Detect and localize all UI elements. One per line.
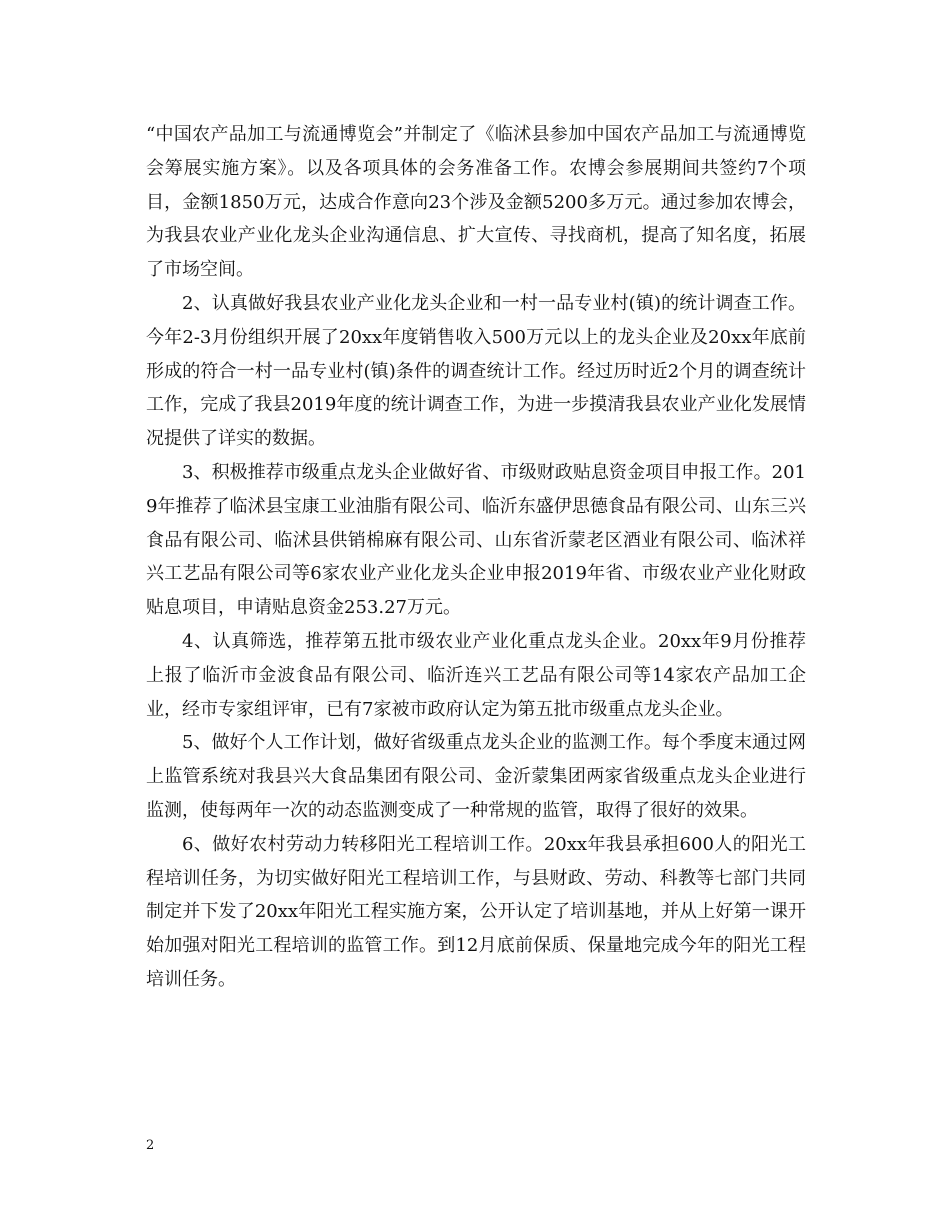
paragraph-item-4: 4、认真筛选，推荐第五批市级农业产业化重点龙头企业。20xx年9月份推荐上报了临沂市金波食品有限公司、临沂连兴工艺品有限公司等14家农产品加工企业，经市专家组评审，已有7家被市政府认定为第五批市级重点龙头企业。 — [146, 630, 806, 720]
paragraph-item-5: 5、做好个人工作计划，做好省级重点龙头企业的监测工作。每个季度末通过网上监管系统对我县兴大食品集团有限公司、金沂蒙集团两家省级重点龙头企业进行监测，使每两年一次的动态监测变成了一种常规的监管，取得了很好的效果。 — [146, 732, 806, 821]
paragraph-item-3: 3、积极推荐市级重点龙头企业做好省、市级财政贴息资金项目申报工作。2019年推荐了临沭县宝康工业油脂有限公司、临沂东盛伊思德食品有限公司、山东三兴食品有限公司、临沭县供销棉麻有限公司、山东省沂蒙老区酒业有限公司、临沭祥兴工艺品有限公司等6家农业产业化龙头企业申报2019年省、市级农业产业化财政贴息项目，申请贴息资金253.27万元。 — [146, 461, 806, 619]
document-body — [146, 118, 806, 997]
paragraph-item-6: 6、做好农村劳动力转移阳光工程培训工作。20xx年我县承担600人的阳光工程培训任务，为切实做好阳光工程培训工作，与县财政、劳动、科教等七部门共同制定并下发了20xx年阳光工程实施方案，公开认定了培训基地，并从上好第一课开始加强对阳光工程培训的监管工作。到12月底前保质、保量地完成今年的阳光工程培训任务。 — [146, 833, 806, 990]
paragraph-nongbohui: “中国农产品加工与流通博览会”并制定了《临沭县参加中国农产品加工与流通博览会筹展实施方案》。以及各项具体的会务准备工作。农博会参展期间共签约7个项目，金额1850万元，达成合作意向23个涉及金额5200多万元。通过参加农博会，为我县农业产业化龙头企业沟通信息、扩大宣传、寻找商机，提高了知名度，拓展了市场空间。 — [146, 124, 806, 281]
page-number: 2 — [146, 1138, 155, 1153]
paragraph-item-2: 2、认真做好我县农业产业化龙头企业和一村一品专业村(镇)的统计调查工作。今年2-3月份组织开展了20xx年度销售收入500万元以上的龙头企业及20xx年底前形成的符合一村一品专业村(镇)条件的调查统计工作。经过历时近2个月的调查统计工作，完成了我县2019年度的统计调查工作，为进一步摸清我县农业产业化发展情况提供了详实的数据。 — [146, 292, 806, 450]
